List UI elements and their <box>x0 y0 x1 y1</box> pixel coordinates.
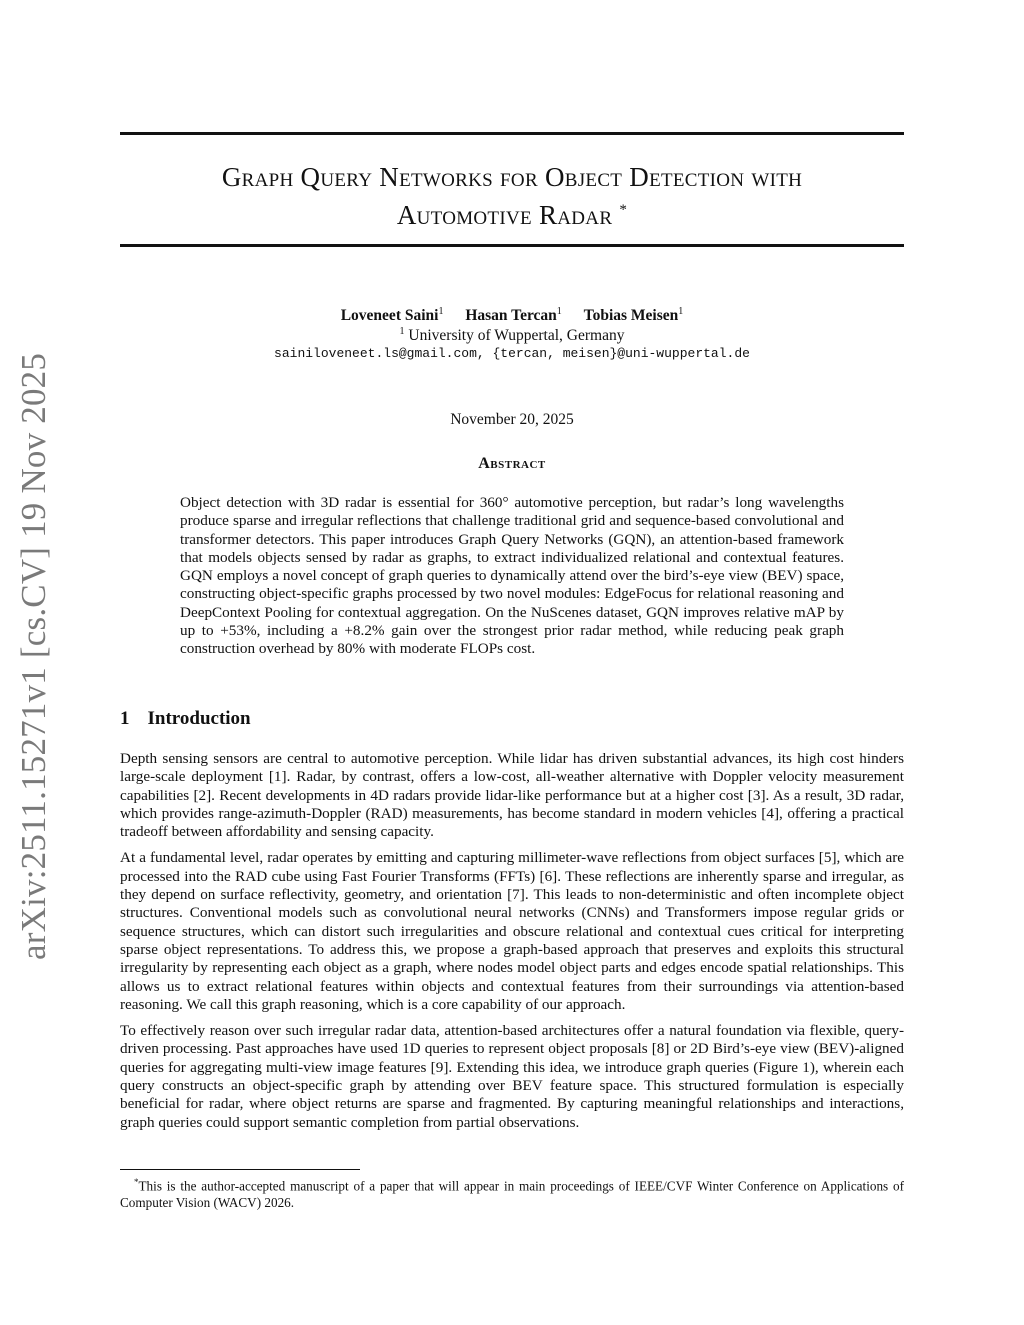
title-footnote-mark: * <box>619 202 628 218</box>
author: Hasan Tercan$^1$ <box>465 306 562 325</box>
abstract-heading: Abstract <box>478 455 546 472</box>
author: Loveneet Saini$^1$ <box>340 306 444 325</box>
title-line-2: Automotive Radar * <box>396 200 628 230</box>
title-line-1: Graph Query Networks for Object Detection with <box>221 162 803 192</box>
body-paragraph: Depth sensing sensors are central to automotive perception. While lidar has driven substantial advances, its high cost hinders large-scale deployment [1]. Radar, by contrast, offers a low-cost, all-weather alternative with Doppler velocity measurement capabilities [2]. Recent developments in 4D radars provide lidar-like performance but at a higher cost [3]. As a result, 3D radar, which provides range-azimuth-Doppler (RAD) measurements, has become standard in modern vehicles [4], offering a practical tradeoff between affordability and sensing capacity. <box>120 750 904 841</box>
section-heading: 1 Introduction <box>120 708 251 729</box>
footnote: *This is the author-accepted manuscript of a paper that will appear in main proceedings of IEEE/CVF Winter Conference on Applications of Computer Vision (WACV) 2026. <box>120 1177 904 1211</box>
author-list <box>120 306 904 325</box>
body-paragraph: To effectively reason over such irregular radar data, attention-based architectures offer a natural foundation via flexible, query-driven processing. Past approaches have used 1D queries to represent object proposals [8] or 2D Bird’s-eye view (BEV)-aligned queries for aggregating multi-view image features [9]. Extending this idea, we introduce graph queries (Figure 1), wherein each query constructs an object-specific graph by attending over BEV feature space. This structured formulation is especially beneficial for radar, where object returns are sparse and fragmented. By capturing meaningful relationships and interactions, graph queries could support semantic completion from partial observations. <box>120 1022 904 1131</box>
footnote-rule <box>120 1169 360 1170</box>
publication-date: November 20, 2025 <box>450 411 574 428</box>
author: Tobias Meisen$^1$ <box>583 306 684 325</box>
affiliation: $^1$ University of Wuppertal, Germany <box>399 326 625 345</box>
body-paragraph: At a fundamental level, radar operates by emitting and capturing millimeter-wave reflections from object surfaces [5], which are processed into the RAD cube using Fast Fourier Transforms (FFTs) [6]. These reflections are inherently sparse and irregular, as they depend on surface reflectivity, geometry, and orientation [7]. This leads to non-deterministic and often incomplete object structures. Conventional models such as convolutional neural networks (CNNs) and Transformers impose regular grids or sequence structures, which can distort such irregularities and obscure relational and contextual cues critical for interpreting sparse object representations. To address this, we propose a graph-based approach that preserves and exploits this structural irregularity by representing each object as a graph, where nodes model object parts and edges encode spatial relationships. This allows us to extract relational features within objects and contextual features from their surroundings via attention-based reasoning. We call this graph reasoning, which is a core capability of our approach. <box>120 849 904 1013</box>
title-bottom-rule <box>120 244 904 247</box>
title-top-rule <box>120 132 904 135</box>
abstract-text: Object detection with 3D radar is essential for 360° automotive perception, but radar’s long wavelengths produce sparse and irregular reflections that challenge traditional grid and sequence-based convolutional and transformer detectors. This paper introduces Graph Query Networks (GQN), an attention-based framework that models objects sensed by radar as graphs, to extract individualized relational and contextual features. GQN employs a novel concept of graph queries to dynamically attend over the bird’s-eye view (BEV) space, constructing object-specific graphs processed by two novel modules: EdgeFocus for relational reasoning and DeepContext Pooling for contextual aggregation. On the NuScenes dataset, GQN improves relative mAP by up to +53%, including a +8.2% gain over the strongest prior radar method, while reducing peak graph construction overhead by 80% with moderate FLOPs cost. <box>180 494 844 658</box>
paper-title <box>120 161 904 232</box>
arxiv-identifier-stamp: arXiv:2511.15271v1 [cs.CV] 19 Nov 2025 <box>14 352 53 960</box>
author-emails: sainiloveneet.ls@gmail.com, {tercan, meisen}@uni-wuppertal.de <box>274 346 750 361</box>
section-body <box>120 750 904 1140</box>
